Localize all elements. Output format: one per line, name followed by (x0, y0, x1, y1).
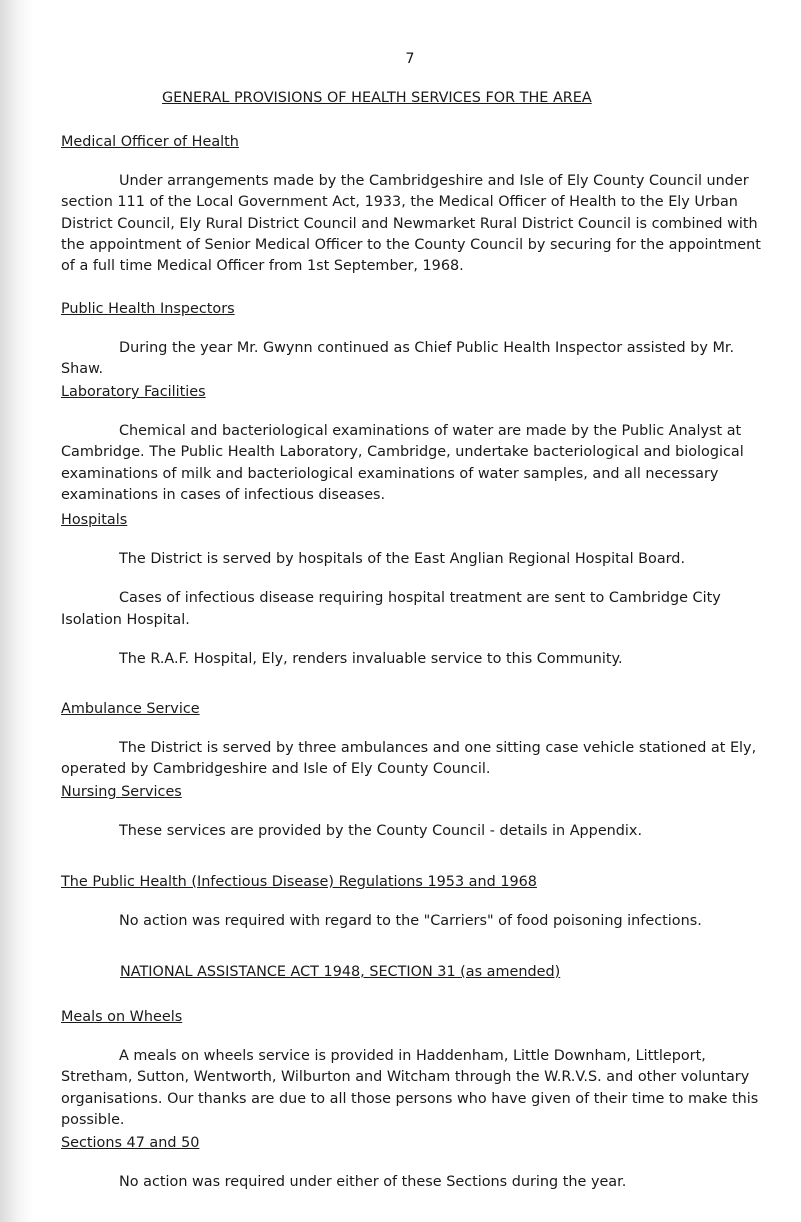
page-number: 7 (405, 51, 415, 67)
section-heading: Ambulance Service (61, 701, 200, 717)
section-paragraph: Chemical and bacteriological examinations of water are made by the Public Analyst at Cambridge. The Public Health Laboratory, Cambridge, undertake bacteriological and biological examinations of milk and bacteriological examinations of water samples, and all necessary examinations in cases of infectious diseases. (61, 423, 744, 503)
section-paragraph: A meals on wheels service is provided in Haddenham, Little Downham, Littleport, Stretham, Sutton, Wentworth, Wilburton and Witcham through the W.R.V.S. and other voluntary organisations. Our thanks are due to all those persons who have given of their time to make this possible. (61, 1048, 759, 1128)
section-heading: Nursing Services (61, 784, 182, 800)
section-meals-on-wheels (61, 1007, 761, 1131)
section-nursing-services (61, 782, 761, 842)
section-heading: Sections 47 and 50 (61, 1135, 200, 1151)
section-infectious-disease-regulations (61, 872, 761, 932)
section-heading: The Public Health (Infectious Disease) Regulations 1953 and 1968 (61, 874, 537, 890)
section-paragraph: During the year Mr. Gwynn continued as Chief Public Health Inspector assisted by Mr. Shaw. (61, 340, 735, 378)
section-heading: Meals on Wheels (61, 1009, 183, 1025)
section-paragraph: The District is served by three ambulances and one sitting case vehicle stationed at Ely, operated by Cambridgeshire and Isle of Ely County Council. (61, 740, 757, 778)
page-title: GENERAL PROVISIONS OF HEALTH SERVICES FOR THE AREA (162, 90, 592, 106)
section-paragraph: The R.A.F. Hospital, Ely, renders invaluable service to this Community. (119, 650, 623, 667)
section-ambulance-service (61, 699, 761, 781)
section-heading: Medical Officer of Health (61, 134, 239, 150)
section-paragraph: No action was required under either of these Sections during the year. (119, 1174, 627, 1191)
section-paragraph: Under arrangements made by the Cambridgeshire and Isle of Ely County Council under section 111 of the Local Government Act, 1933, the Medical Officer of Health to the Ely Urban District Council, Ely Rural District Council and Newmarket Rural District Council is combined with the appointment of Senior Medical Officer to the County Council by securing for the appointment of a full time Medical Officer from 1st September, 1968. (61, 173, 761, 275)
section-paragraph: No action was required with regard to the "Carriers" of food poisoning infections. (119, 913, 702, 930)
section-paragraph: The District is served by hospitals of the East Anglian Regional Hospital Board. (119, 551, 686, 568)
section-heading: Public Health Inspectors (61, 301, 235, 317)
section-heading: Hospitals (61, 512, 128, 528)
national-assistance-act-heading: NATIONAL ASSISTANCE ACT 1948, SECTION 31 (as amended) (120, 964, 561, 980)
section-medical-officer (61, 132, 761, 277)
section-paragraph: Cases of infectious disease requiring hospital treatment are sent to Cambridge City Isolation Hospital. (61, 590, 721, 628)
section-47-and-50 (61, 1133, 761, 1193)
section-paragraph: These services are provided by the County Council - details in Appendix. (119, 823, 643, 840)
section-heading: Laboratory Facilities (61, 384, 206, 400)
section-laboratory-facilities (61, 382, 761, 506)
section-public-health-inspectors (61, 299, 761, 381)
section-hospitals (61, 510, 761, 670)
